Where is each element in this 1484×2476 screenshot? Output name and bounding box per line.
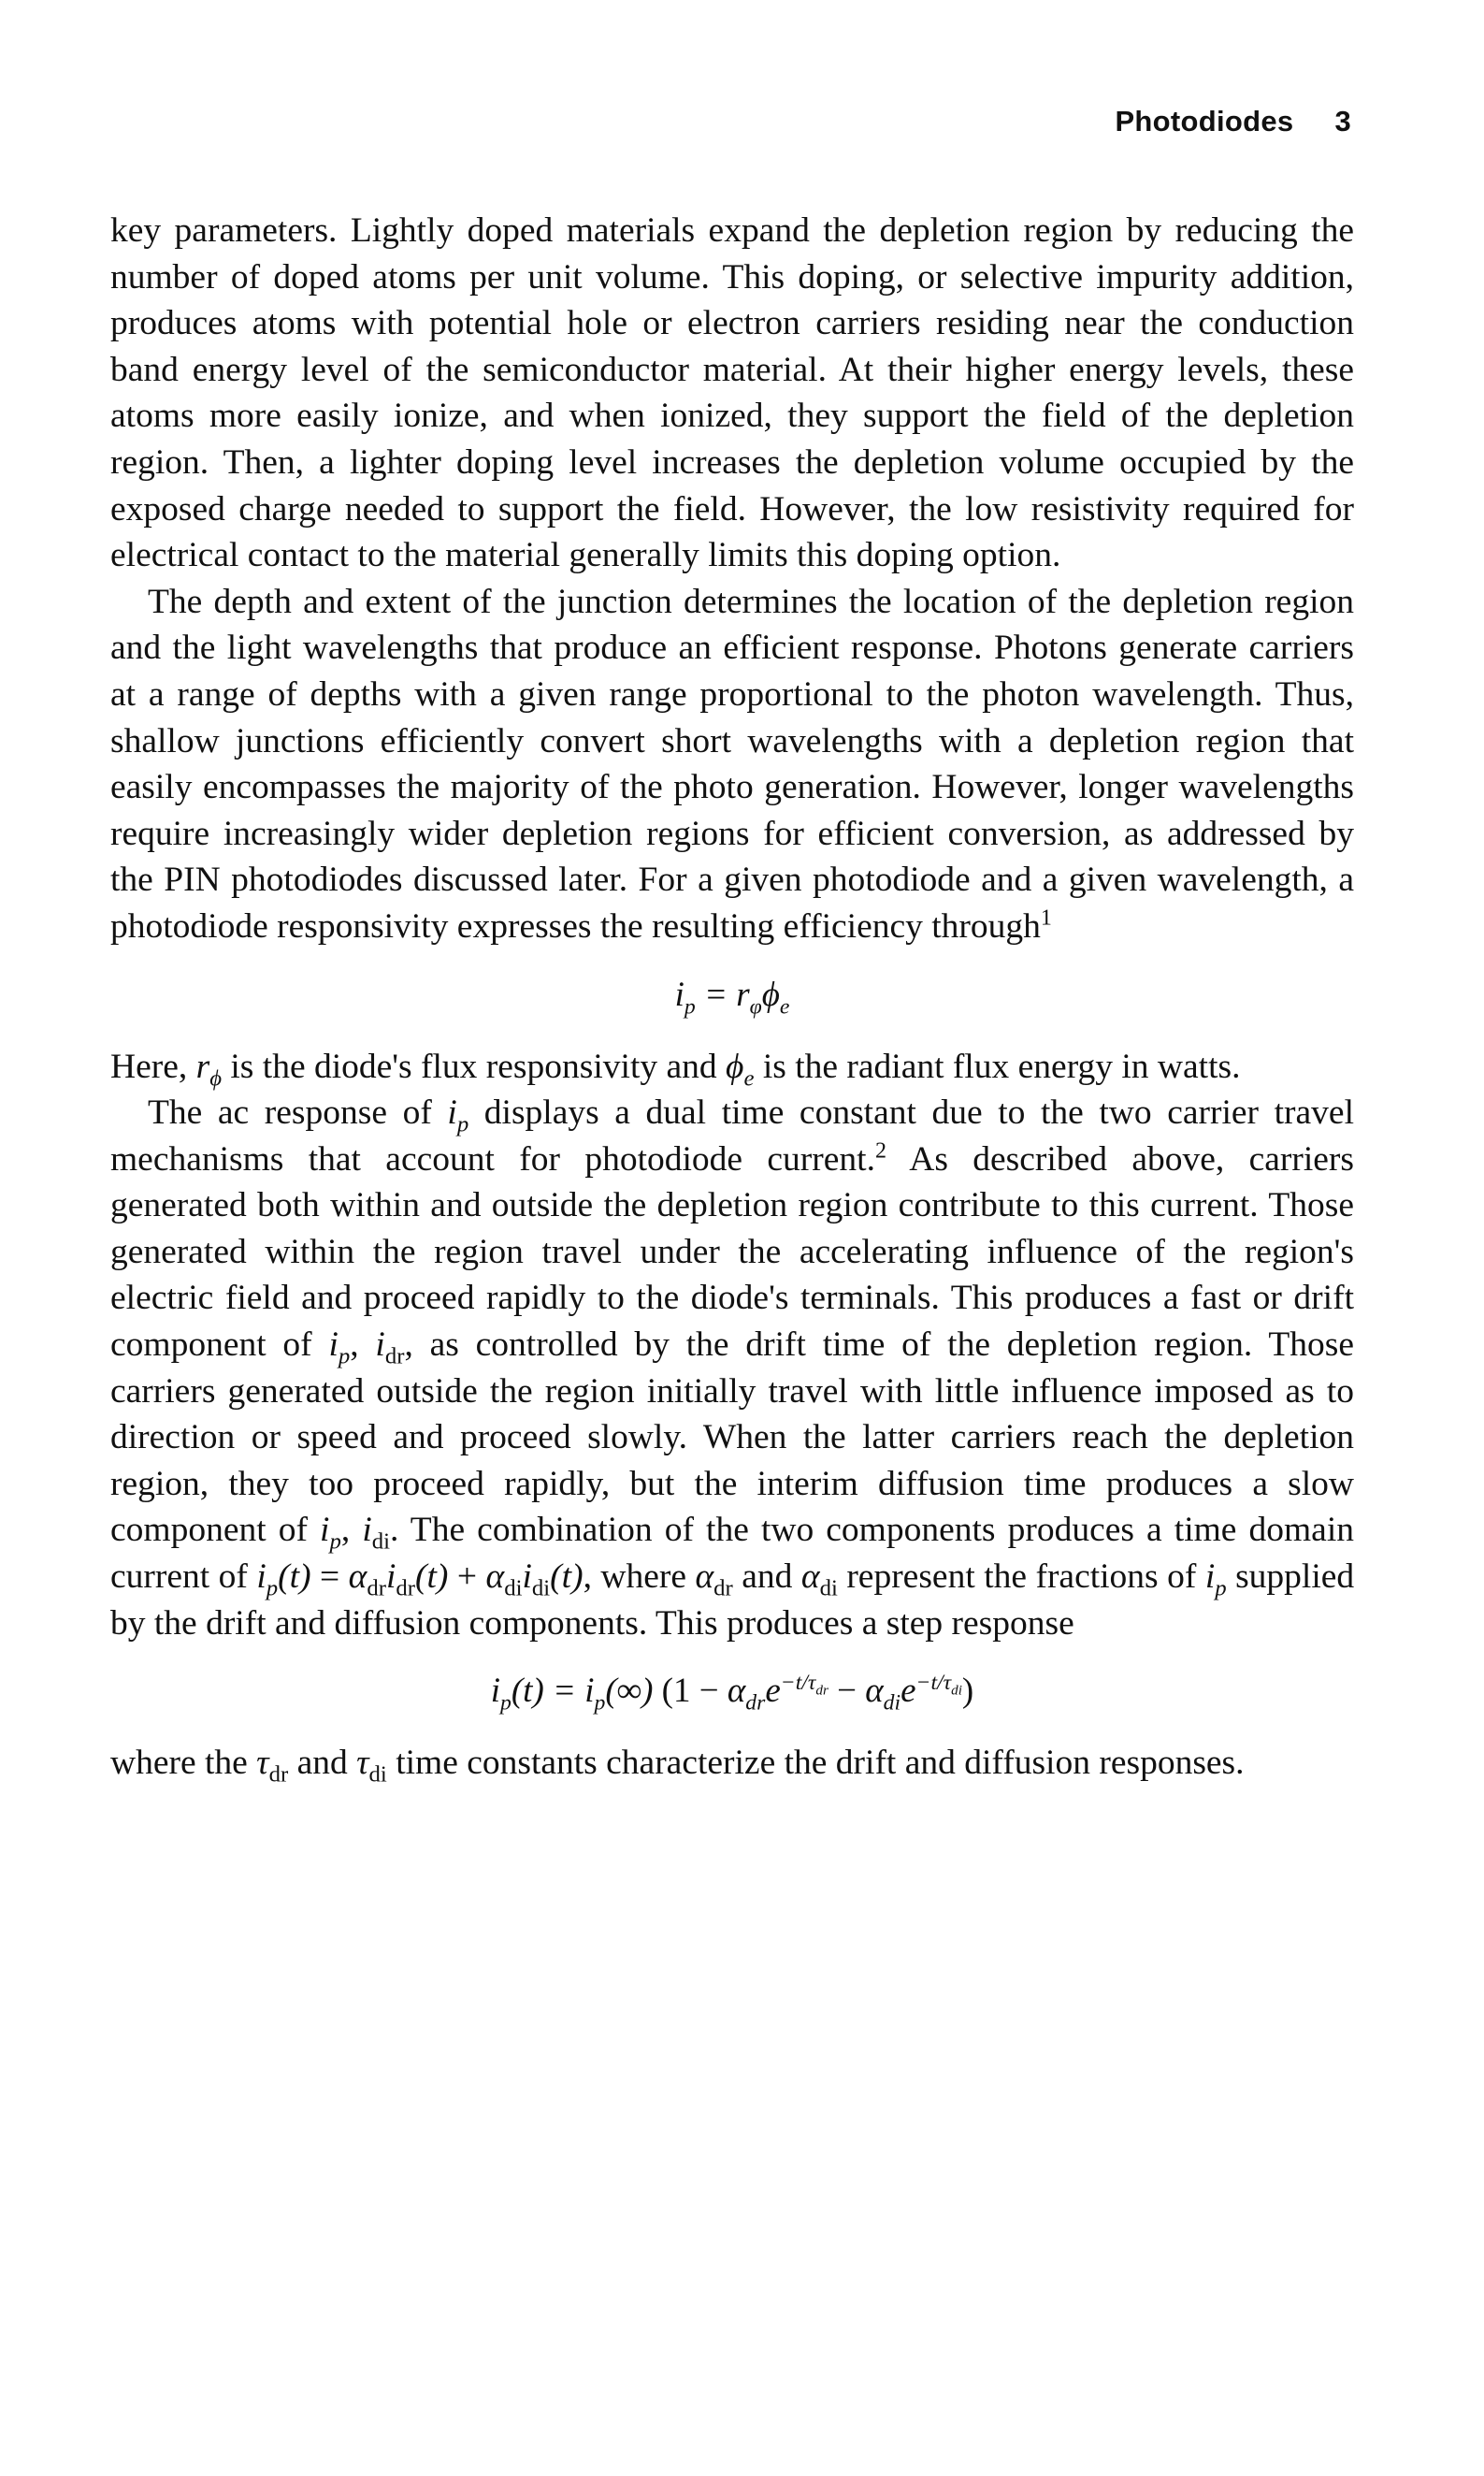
body-text [110,208,1354,1787]
paragraph-text: The depth and extent of the junction determines the location of the depletion region and the light wavelengths that produce an efficient response. Photons generate carriers at a range of depths with a given range proportional to the photon wavelength. Thus, shallow junctions efficiently convert short wavelengths with a depletion region that easily encompasses the majority of the photo generation. However, longer wavelengths require increasingly wider depletion regions for efficient conversion, as addressed by the PIN photodiodes discussed later. For a given photodiode and a given wavelength, a photodiode responsivity expresses the resulting efficiency through [110,582,1354,946]
equation-step-response: $i_p(t) = i_p(\infty) (1 - \alpha_{dr}e^{-t/\tau_{dr}} - \alpha_{di}e^{-t/\tau_{di}})$ [490,1670,974,1716]
paragraph-junction-depth [110,579,1354,950]
paragraph-doping: key parameters. Lightly doped materials expand the depletion region by reducing the number of doped atoms per unit volume. This doping, or selective impurity addition, produces atoms with potential hole or electron carriers residing near the conduction band energy level of the semiconductor material. At their higher energy levels, these atoms more easily ionize, and when ionized, they support the field of the depletion region. Then, a lighter doping level increases the depletion volume occupied by the exposed charge needed to support the field. However, the low resistivity required for electrical contact to the material generally limits this doping option. [110,211,1354,575]
paragraph-definitions: Here, $r_\phi$ is the diode's flux responsivity and $\phi_e$ is the radiant flux energy in watts. [110,1047,1241,1091]
equation-responsivity: $i_p = r_\varphi\phi_e$ [674,975,790,1019]
footnote-ref-2: 2 [874,1138,886,1164]
section-title: Photodiodes [1115,105,1294,138]
paragraph-time-constants: where the $\tau_{dr}$ and $\tau_{di}$ time constants characterize the drift and diffusion responses. [110,1744,1245,1788]
running-head [1115,105,1351,138]
page-number: 3 [1334,105,1351,138]
footnote-ref-1: 1 [1040,905,1052,931]
paragraph-ac-response: The ac response of $i_p$ displays a dual time constant due to the two carrier travel mechanisms that account for photodiode current.$^2$ As described above, carriers generated both within and outside the depletion region contribute to this current. Those generated within the region travel under the accelerating influence of the region's electric field and proceed rapidly to the diode's terminals. This produces a fast or drift component of $i_p$, $i_{dr}$, as controlled by the drift time of the depletion region. Those carriers generated outside the region initially travel with little influence imposed as to direction or speed and proceed slowly. When the latter carriers reach the depletion region, they too proceed rapidly, but the interim diffusion time produces a slow component of $i_p$, $i_{di}$. The combination of the two components produces a time domain current of $i_p(t) = \alpha_{dr}i_{dr}(t) + \alpha_{di}i_{di}(t)$, where $\alpha_{dr}$ and $\alpha_{di}$ represent the fractions of $i_p$ supplied by the drift and diffusion components. This produces a step response [110,1093,1355,1643]
